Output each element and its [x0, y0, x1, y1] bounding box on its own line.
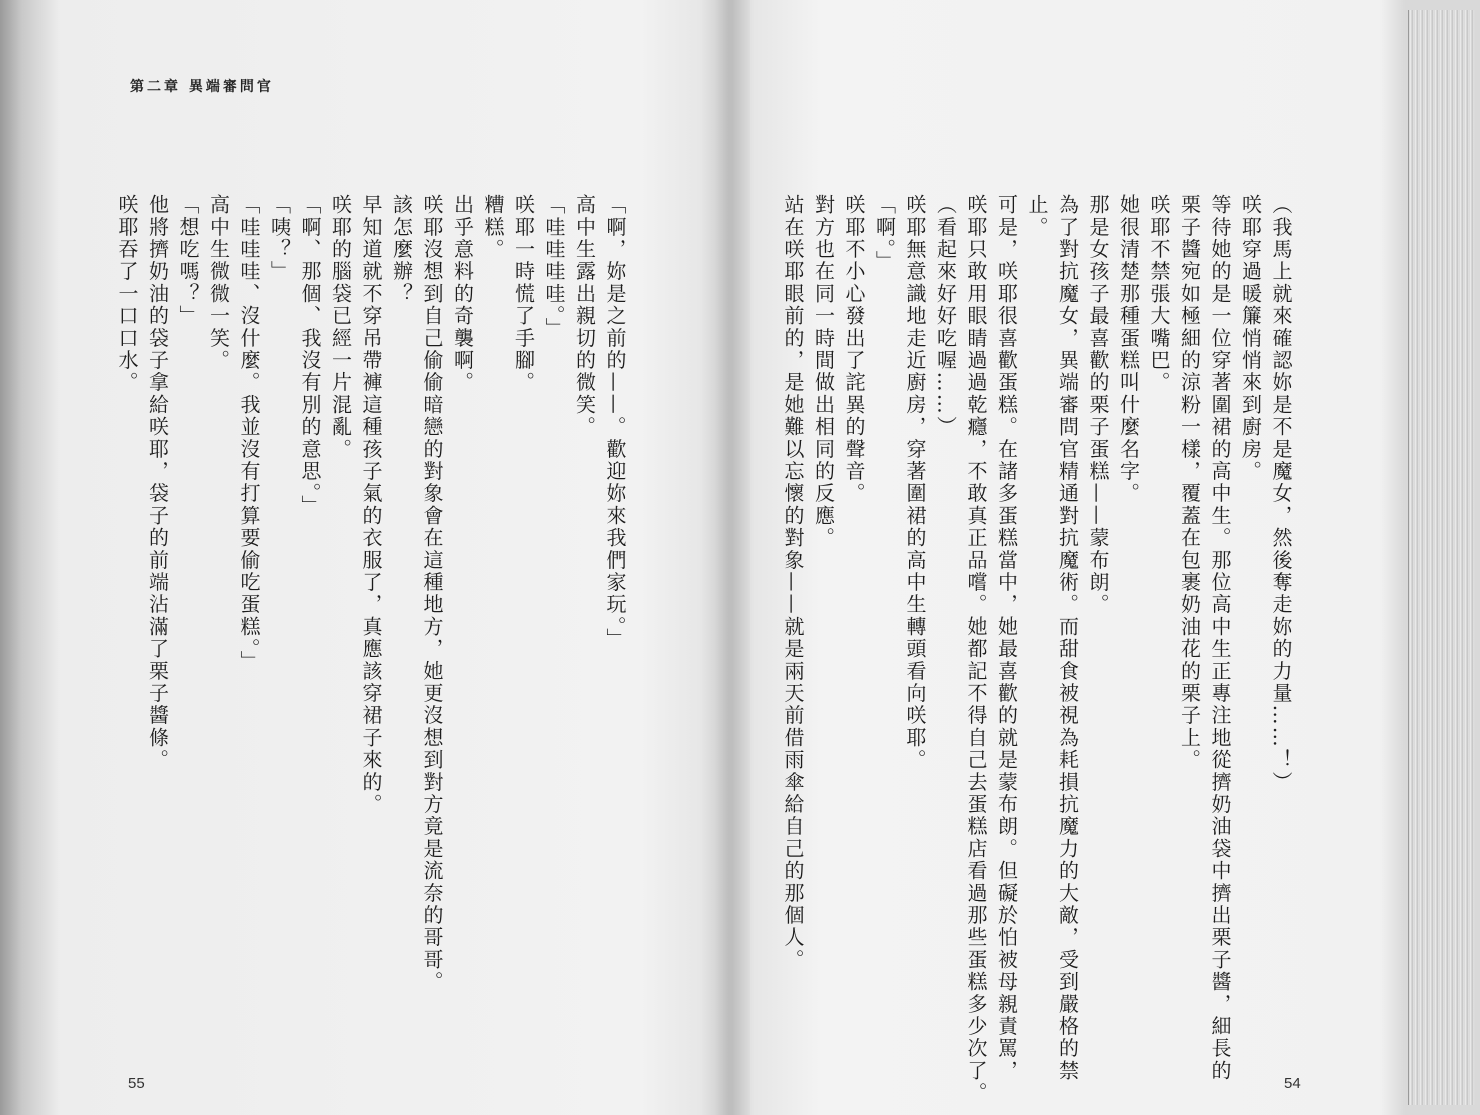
text-column: 咲耶不禁張大嘴巴。 [1147, 194, 1171, 394]
text-column: 那是女孩子最喜歡的栗子蛋糕——蒙布朗。 [1086, 194, 1110, 616]
text-column: 對方也在同一時間做出相同的反應。 [811, 194, 836, 550]
left-page-text [110, 194, 630, 994]
book-gutter [700, 0, 750, 1115]
text-column: 高中生露出親切的微笑。 [572, 194, 597, 439]
text-column: （看起來好好吃喔……） [933, 194, 958, 439]
text-column: 「哇哇哇哇。」 [542, 194, 566, 340]
text-column: 為了對抗魔女，異端審問官精通對抗魔術。而甜食被視為耗損抗魔力的大敵，受到嚴格的禁 [1055, 194, 1080, 1082]
text-column: 他將擠奶油的袋子拿給咲耶，袋子的前端沾滿了栗子醬條。 [145, 194, 170, 772]
text-column: 該怎麼辦？ [389, 194, 414, 305]
text-column: 「啊、那個、我沒有別的意思。」 [298, 194, 322, 517]
text-column: 出乎意料的奇襲啊。 [450, 194, 475, 394]
text-column: 站在咲耶眼前的，是她難以忘懷的對象——就是兩天前借雨傘給自己的那個人。 [781, 194, 805, 971]
text-column: 咲耶吞了一口口水。 [115, 194, 139, 394]
text-column: 早知道就不穿吊帶褲這種孩子氣的衣服了，真應該穿裙子來的。 [359, 194, 383, 816]
text-column: 咲耶只敢用眼睛過過乾癮，不敢真正品嚐。她都記不得自己去蛋糕店看過那些蛋糕多少次了。 [964, 194, 988, 1105]
text-column: 高中生微微一笑。 [206, 194, 231, 372]
text-column: 「啊，妳是之前的——。歡迎妳來我們家玩。」 [603, 194, 627, 651]
page-number-left: 55 [128, 1075, 145, 1092]
text-column: 咲耶沒想到自己偷偷暗戀的對象會在這種地方，她更沒想到對方竟是流奈的哥哥。 [420, 194, 444, 994]
text-column: 「啊。」 [872, 194, 897, 273]
text-column: 咲耶不小心發出了詫異的聲音。 [842, 194, 866, 505]
text-column: 等待她的是一位穿著圍裙的高中生。那位高中生正專注地從擠奶油袋中擠出栗子醬，細長的 [1208, 194, 1232, 1082]
text-column: 可是，咲耶很喜歡蛋糕。在諸多蛋糕當中，她最喜歡的就是蒙布朗。但礙於怕被母親責罵， [994, 194, 1019, 1082]
running-head: 第二章 異端審問官 [130, 79, 274, 95]
page-edges [1408, 10, 1475, 1105]
text-column: 止。 [1025, 194, 1049, 239]
text-column: 咲耶一時慌了手腳。 [511, 194, 536, 394]
text-column: （我馬上就來確認妳是不是魔女，然後奪走妳的力量……！） [1269, 194, 1293, 794]
text-column: 咲耶的腦袋已經一片混亂。 [328, 194, 353, 461]
text-column: 「咦？」 [267, 194, 292, 283]
text-column: 「哇哇哇、沒什麼。我並沒有打算要偷吃蛋糕。」 [237, 194, 261, 673]
text-column: 「想吃嗎？」 [176, 194, 200, 328]
text-column: 咲耶穿過暖簾悄悄來到廚房。 [1238, 194, 1263, 483]
text-column: 栗子醬宛如極細的涼粉一樣，覆蓋在包裹奶油花的栗子上。 [1177, 194, 1202, 772]
text-column: 糟糕。 [481, 194, 505, 261]
page-number-right: 54 [1284, 1075, 1301, 1092]
text-column: 她很清楚那種蛋糕叫什麼名字。 [1116, 194, 1141, 505]
text-column: 咲耶無意識地走近廚房，穿著圍裙的高中生轉頭看向咲耶。 [903, 194, 927, 772]
